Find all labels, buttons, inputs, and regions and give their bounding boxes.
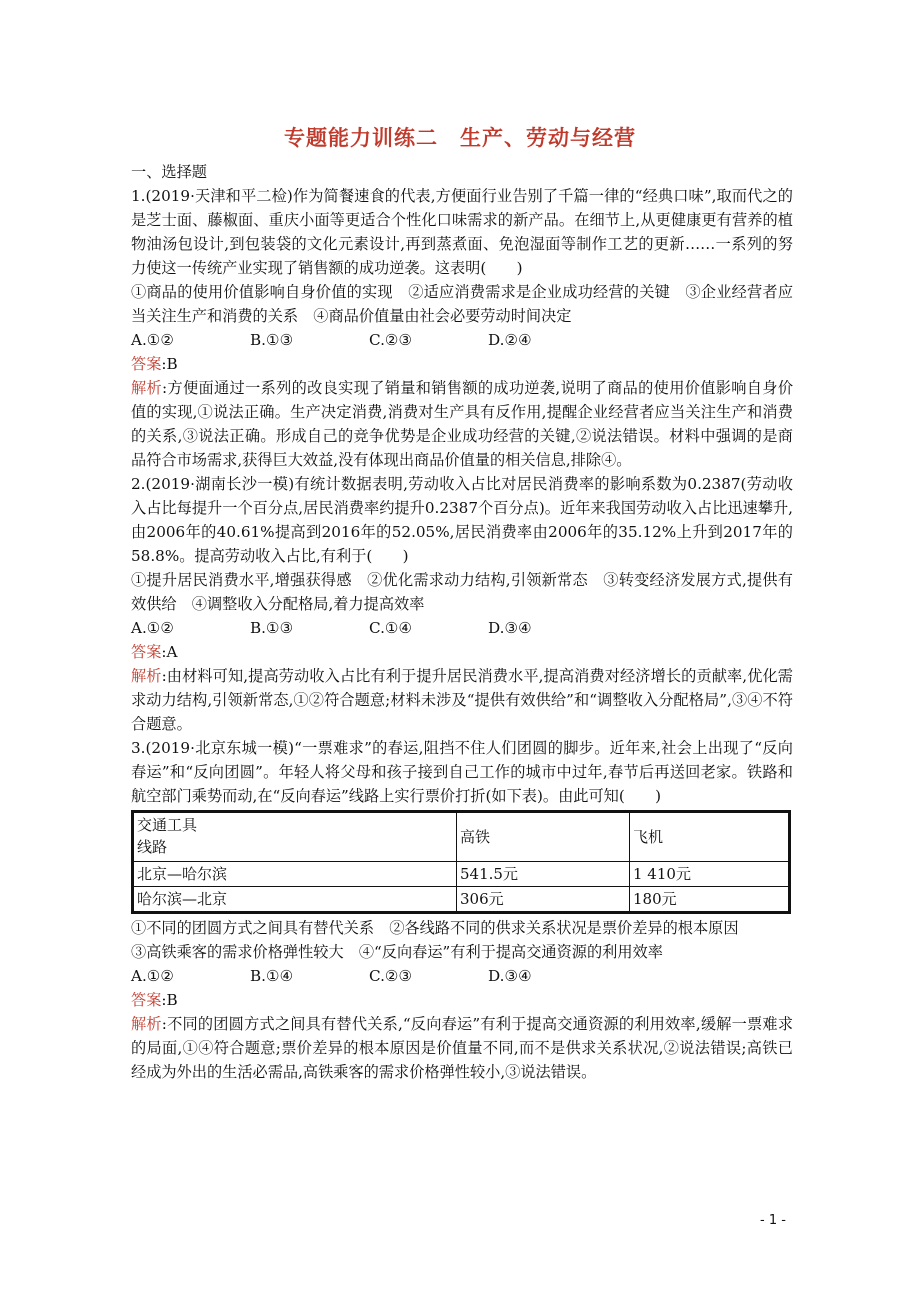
page-number: - 1 - <box>760 1213 786 1228</box>
question-1-statements: ①商品的使用价值影响自身价值的实现 ②适应消费需求是企业成功经营的关键 ③企业经营者应当关注生产和消费的关系 ④商品价值量由社会必要劳动时间决定 <box>131 283 793 325</box>
question-2-analysis <box>131 664 793 736</box>
question-3-statements-2: ③高铁乘客的需求价格弹性较大 ④“反向春运”有利于提高交通资源的利用效率 <box>131 943 663 961</box>
option-d: D.③④ <box>488 967 532 985</box>
option-d: D.③④ <box>488 619 532 637</box>
document-body <box>131 160 793 1084</box>
table-row <box>133 887 790 913</box>
analysis-text: :由材料可知,提高劳动收入占比有利于提升居民消费水平,提高消费对经济增长的贡献率,优化需求动力结构,引领新常态,①②符合题意;材料未涉及“提供有效供给”和“调整收入分配格局”,③④不符合题意。 <box>131 667 793 733</box>
fare-table <box>131 810 791 914</box>
question-3-answer <box>131 988 793 1012</box>
answer-value: :A <box>161 643 178 661</box>
question-3-analysis <box>131 1012 793 1084</box>
section-heading: 一、选择题 <box>131 163 207 181</box>
question-3-options <box>131 964 793 988</box>
question-1-answer <box>131 352 793 376</box>
air-fare-cell: 1 410元 <box>630 862 790 887</box>
answer-label: 答案 <box>131 355 162 373</box>
option-d: D.②④ <box>488 331 532 349</box>
analysis-label: 解析 <box>131 1015 162 1033</box>
answer-value: :B <box>161 991 178 1009</box>
answer-value: :B <box>161 355 178 373</box>
question-3-statements-1: ①不同的团圆方式之间具有替代关系 ②各线路不同的供求关系状况是票价差异的根本原因 <box>131 919 739 937</box>
table-header-row <box>133 812 790 862</box>
question-3-stem: 3.(2019·北京东城一模)“一票难求”的春运,阻挡不住人们团圆的脚步。近年来,社会上出现了“反向春运”和“反向团圆”。年轻人将父母和孩子接到自己工作的城市中过年,春节后再送回老家。铁路和航空部门乘势而动,在“反向春运”线路上实行票价打折(如下表)。由此可知( ) <box>131 739 793 805</box>
option-c: C.②③ <box>369 967 413 985</box>
route-cell: 哈尔滨—北京 <box>133 887 457 913</box>
air-fare-cell: 180元 <box>630 887 790 913</box>
option-c: C.①④ <box>369 619 413 637</box>
option-a: A.①② <box>131 331 175 349</box>
question-1-analysis <box>131 376 793 472</box>
analysis-label: 解析 <box>131 667 162 685</box>
corner-top-label: 交通工具 <box>137 816 198 834</box>
question-2-answer <box>131 640 793 664</box>
analysis-text: :不同的团圆方式之间具有替代关系,“反向春运”有利于提高交通资源的利用效率,缓解一票难求的局面,①④符合题意;票价差异的根本原因是价值量不同,而不是供求关系状况,②说法错误;高铁已经成为外出的生活必需品,高铁乘客的需求价格弹性较小,③说法错误。 <box>131 1015 794 1081</box>
table-row <box>133 862 790 887</box>
option-a: A.①② <box>131 967 175 985</box>
page-title: 专题能力训练二 生产、劳动与经营 <box>284 125 636 150</box>
corner-bottom-label: 线路 <box>137 838 168 856</box>
column-header-rail: 高铁 <box>457 812 630 862</box>
option-a: A.①② <box>131 619 175 637</box>
option-c: C.②③ <box>369 331 413 349</box>
column-header-air: 飞机 <box>630 812 790 862</box>
analysis-label: 解析 <box>131 379 163 397</box>
answer-label: 答案 <box>131 991 162 1009</box>
option-b: B.①③ <box>250 619 294 637</box>
question-2-statements: ①提升居民消费水平,增强获得感 ②优化需求动力结构,引领新常态 ③转变经济发展方式,提供有效供给 ④调整收入分配格局,着力提高效率 <box>131 571 793 613</box>
option-b: B.①③ <box>250 331 294 349</box>
question-2-options <box>131 616 793 640</box>
question-2-stem: 2.(2019·湖南长沙一模)有统计数据表明,劳动收入占比对居民消费率的影响系数为0.2387(劳动收入占比每提升一个百分点,居民消费率约提升0.2387个百分点)。近年来我国劳动收入占比迅速攀升,由2006年的40.61%提高到2016年的52.05%,居民消费率由2006年的35.12%上升到2017年的58.8%。提高劳动收入占比,有利于( ) <box>131 475 793 565</box>
rail-fare-cell: 541.5元 <box>457 862 630 887</box>
option-b: B.①④ <box>250 967 294 985</box>
answer-label: 答案 <box>131 643 162 661</box>
route-cell: 北京—哈尔滨 <box>133 862 457 887</box>
table-corner-cell <box>133 812 457 862</box>
rail-fare-cell: 306元 <box>457 887 630 913</box>
analysis-text: :方便面通过一系列的改良实现了销量和销售额的成功逆袭,说明了商品的使用价值影响自身价值的实现,①说法正确。生产决定消费,消费对生产具有反作用,提醒企业经营者应当关注生产和消费的关系,③说法正确。形成自己的竞争优势是企业成功经营的关键,②说法错误。材料中强调的是商品符合市场需求,获得巨大效益,没有体现出商品价值量的相关信息,排除④。 <box>131 379 794 469</box>
question-1-stem: 1.(2019·天津和平二检)作为简餐速食的代表,方便面行业告别了千篇一律的“经典口味”,取而代之的是芝士面、藤椒面、重庆小面等更适合个性化口味需求的新产品。在细节上,从更健康更有营养的植物油汤包设计,到包装袋的文化元素设计,再到蒸煮面、免泡湿面等制作工艺的更新……一系列的努力使这一传统产业实现了销售额的成功逆袭。这表明( ) <box>131 187 793 277</box>
question-1-options <box>131 328 793 352</box>
